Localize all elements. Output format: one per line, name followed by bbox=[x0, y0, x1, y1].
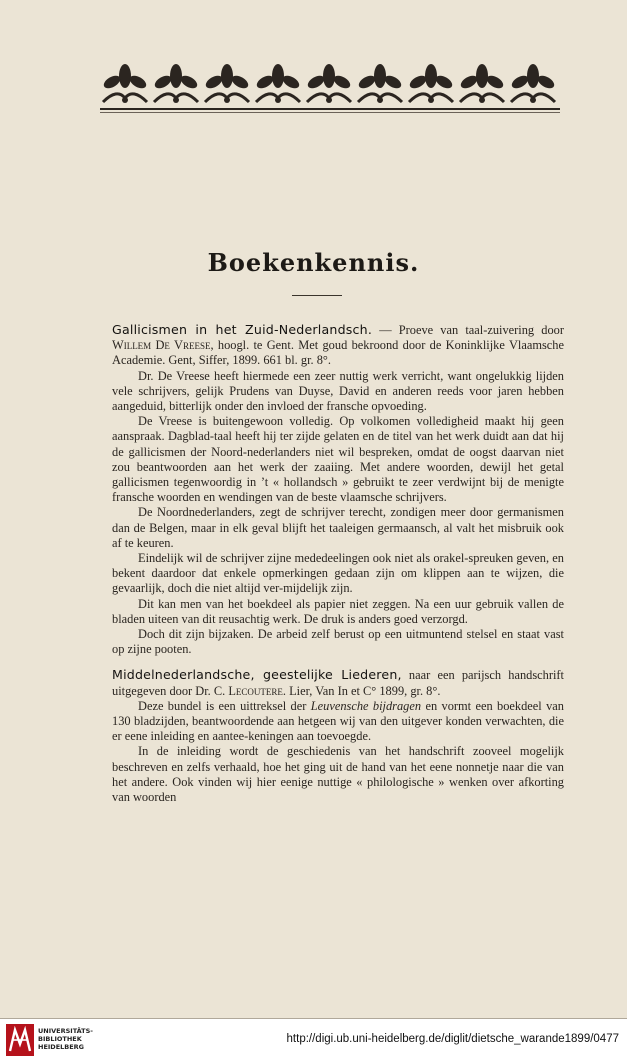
paragraph: Deze bundel is een uittreksel der Leuvensche bijdragen en vormt een boekdeel van 130 bladzijden, beantwoordende aan hetgeen wij van den uitgever konden verwachten, die er eene inleiding en aantee-keningen aan toevoegde. bbox=[112, 698, 564, 744]
section-1-author: Willem De Vreese bbox=[112, 338, 211, 353]
paragraph: Dr. De Vreese heeft hiermede een zeer nuttig werk verricht, want ongelukkig lijden vele schrijvers, gelijk Prudens van Duyse, David en anderen reeds voor jaren hebben aangeduid, bitterlijk onder den invloed der fransche opvoeding. bbox=[112, 368, 564, 414]
library-logo-icon[interactable] bbox=[6, 1024, 34, 1056]
ornament-motif bbox=[204, 64, 251, 103]
paragraph: De Vreese is buitengewoon volledig. Op volkomen volledigheid maakt hij geen aanspraak. Dagblad-taal heeft hij ter zijde gelaten en de titel van het werk duidt aan dat hij de gallicismen der Noord-nederlanders niet wil bespreken, omdat de oogst daarvan niet zou beantwoorden aan het werk der zaaiing. Met andere woorden, dewijl het getal gallicismen tegenwoordig in ’t « hollandsch » gebruikt te zeer verdwijnt bij de menigte fransche woorden en wendingen van de beste vlaamsche schrijvers. bbox=[112, 414, 564, 505]
viewer-footer bbox=[0, 1018, 627, 1062]
ornament-motif bbox=[102, 64, 149, 103]
ornament-motif bbox=[357, 64, 404, 103]
ornament-motif bbox=[255, 64, 302, 103]
ornament-motif bbox=[510, 64, 557, 103]
ornament-motif bbox=[459, 64, 506, 103]
section-2-lead: Middelnederlandsche, geestelijke Liederen, naar een parijsch handschrift uitgegeven door Dr. C. Lecoutere. Lier, Van In et C° 1899, gr. 8°. bbox=[112, 667, 564, 698]
heading-rule bbox=[292, 295, 342, 296]
library-name: UNIVERSITÄTS- BIBLIOTHEK HEIDELBERG bbox=[38, 1027, 93, 1051]
page-heading: Boekenkennis. bbox=[207, 248, 420, 277]
article-body bbox=[112, 322, 564, 805]
ornament-motif bbox=[408, 64, 455, 103]
floral-ornament-band bbox=[100, 58, 560, 116]
paragraph: Eindelijk wil de schrijver zijne mededeelingen ook niet als orakel-spreuken geven, en bekent daardoor dat enkele opmerkingen gedaan zijn om klippen aan te wijzen, die gevaarlijk, doch die niet altijd ver-mijdelijk zijn. bbox=[112, 551, 564, 596]
permalink-url[interactable]: http://digi.ub.uni-heidelberg.de/diglit/dietsche_warande1899/0477 bbox=[286, 1033, 619, 1045]
paragraph: De Noordnederlanders, zegt de schrijver terecht, zondigen meer door germanismen dan de Belgen, maar in elk geval blijft het taaleigen germaansch, al valt het misbruik ook af te keuren. bbox=[112, 505, 564, 550]
ornament-motif bbox=[153, 64, 200, 103]
paragraph: In de inleiding wordt de geschiedenis van het handschrift zooveel mogelijk beschreven en zelfs verhaald, hoe het ging uit de hand van het eene nonnetje naar die van het andere. Ook vinden wij hier eenige nuttige « philologische » wenken over afkorting van woorden bbox=[112, 744, 564, 805]
paragraph: Dit kan men van het boekdeel als papier niet zeggen. Na een uur gebruik vallen de bladen uiteen van dit reusachtig werk. De druk is anders goed verzorgd. bbox=[112, 596, 564, 626]
ornament-motif bbox=[306, 64, 353, 103]
section-2-title: Middelnederlandsche, geestelijke Liederen, bbox=[112, 667, 402, 683]
section-2-author: Lecoutere bbox=[228, 683, 283, 698]
section-1-title: Gallicismen in het Zuid-Nederlandsch. bbox=[112, 322, 373, 337]
paragraph: Doch dit zijn bijzaken. De arbeid zelf berust op een uitmuntend stelsel en staat vast op zijne pooten. bbox=[112, 627, 564, 657]
section-1-lead: Gallicismen in het Zuid-Nederlandsch. — Proeve van taal-zuivering door Willem De Vreese, hoogl. te Gent. Met goud bekroond door de Koninklijke Vlaamsche Academie. Gent, Siffer, 1899. 661 bl. gr. 8°. bbox=[112, 322, 564, 368]
